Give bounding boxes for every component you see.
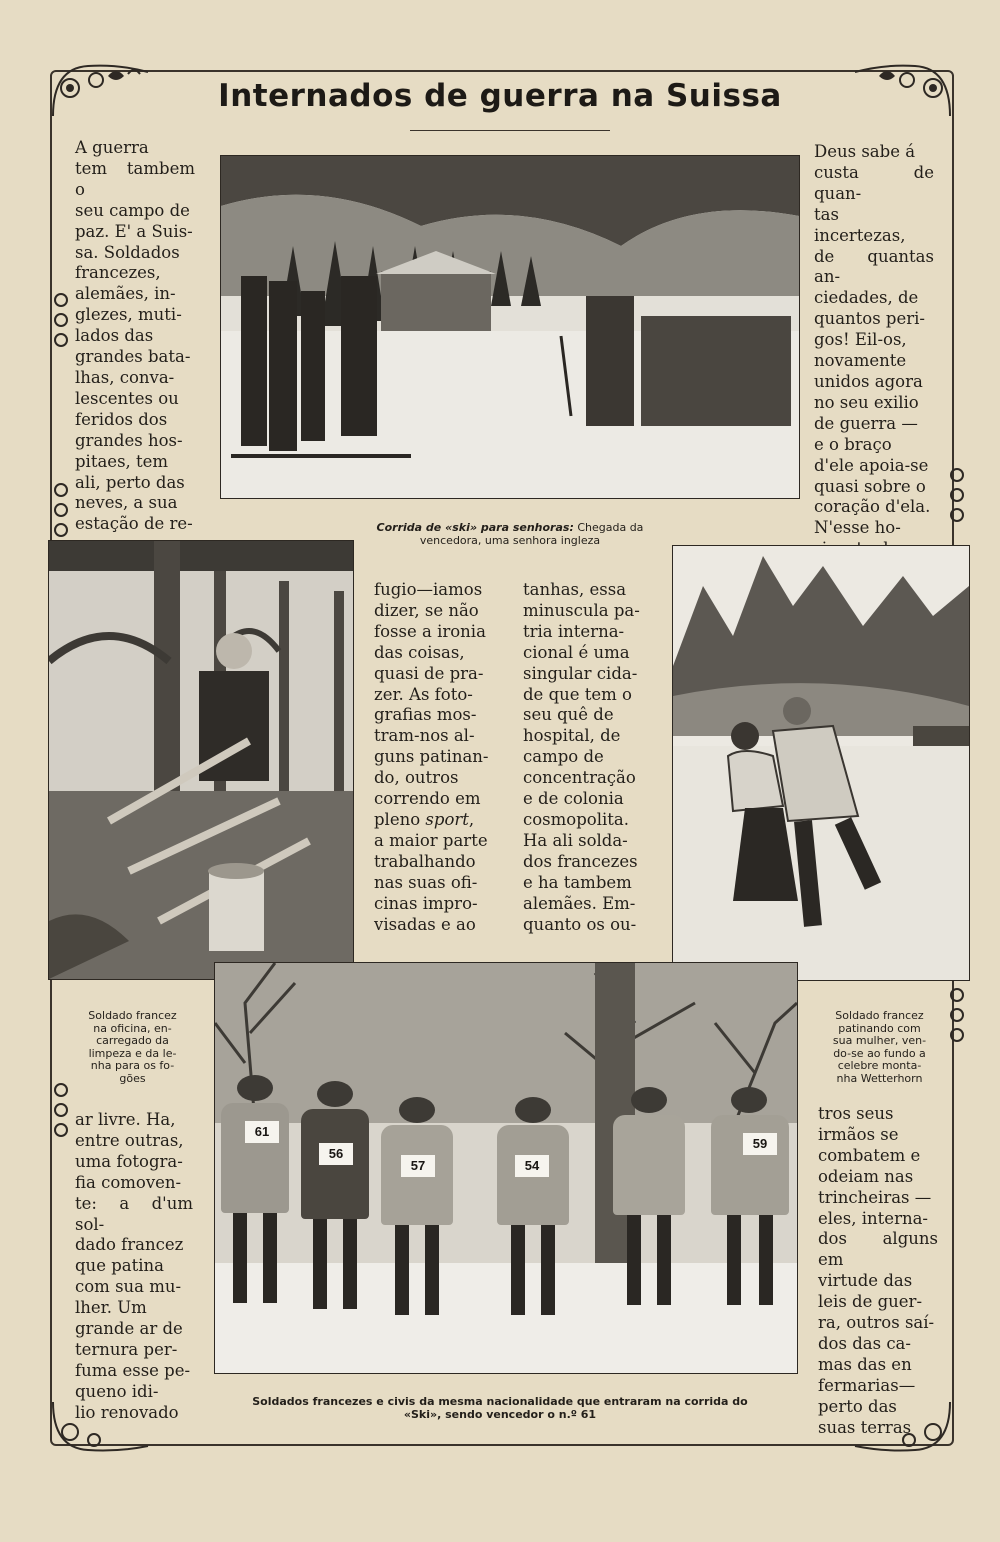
rosette-ornament-icon xyxy=(52,290,70,350)
ski-race-photo xyxy=(220,155,800,499)
bib-59 xyxy=(711,1087,791,1297)
rosette-ornament-icon xyxy=(948,985,966,1045)
bib-number: 56 xyxy=(319,1143,353,1165)
bottom-left-column: ar livre. Ha, entre outras, uma fotogra- fia comoven- te: a d'um sol- dado francez que patina com sua mu- lher. Um grande ar de ternura per- fuma esse pe- queno idi- lio renovado xyxy=(75,1110,193,1422)
bib-number: 54 xyxy=(515,1155,549,1177)
bottom-right-column: tros seus irmãos se combatem e odeiam nas trincheiras — eles, interna- dos alguns em virtude das leis de guer- ra, outros saí- dos das ca- mas das en fermarias— perto das suas terras xyxy=(818,1104,938,1437)
rosette-ornament-icon xyxy=(948,465,966,525)
bib-56 xyxy=(301,1081,371,1291)
bib-54 xyxy=(497,1097,571,1307)
skating-caption: Soldado francez patinando com sua mulher, ven- do-se ao fundo a celebre monta- nha Wetterhorn xyxy=(832,1009,927,1085)
ski-race-caption-text: Chegada da vencedora, uma senhora ingleza xyxy=(419,521,644,547)
bib-number: 57 xyxy=(401,1155,435,1177)
skier-soldier xyxy=(613,1087,687,1297)
article-title: Internados de guerra na Suissa xyxy=(218,78,782,114)
title-rule xyxy=(410,130,610,131)
middle-left-text-end: , a maior parte trabalhando nas suas ofi- cinas impro- visadas e ao xyxy=(374,809,488,934)
soldiers-caption: Soldados francezes e civis da mesma nacionalidade que entraram na corrida do «Ski», sendo vencedor o n.º 61 xyxy=(252,1395,748,1421)
middle-left-column xyxy=(374,580,492,935)
floral-ornament-icon xyxy=(845,58,955,118)
middle-left-text: fugio—iamos dizer, se não fosse a ironia das coisas, quasi de pra- zer. As foto- grafias mos- tram-nos al- guns patinan- do, outros correndo em pleno xyxy=(374,580,489,829)
bib-number: 61 xyxy=(245,1121,279,1143)
soldiers-photo xyxy=(214,962,798,1374)
bib-61 xyxy=(221,1075,291,1285)
rosette-ornament-icon xyxy=(52,1080,70,1140)
workshop-photo xyxy=(48,540,354,980)
bib-57 xyxy=(381,1097,455,1307)
middle-left-italic-word: sport xyxy=(425,809,469,829)
skating-photo xyxy=(672,545,970,981)
intro-right-column: Deus sabe á custa de quan- tas incertezas, de quantas an- ciedades, de quantos peri- gos! Eil-os, novamente unidos agora no seu exilio de guerra — e o braço d'ele apoia-se quasi sobre o coração d'ela. N'esse ho- xyxy=(814,142,934,538)
ski-race-caption xyxy=(360,522,660,547)
middle-right-column: tanhas, essa minuscula pa- tria interna- cional é uma singular cida- de que tem o seu quê de hospital, de campo de concentração e de colonia cosmopolita. Ha ali solda- dos francezes e ha tambem alemães. Em- quanto os ou- xyxy=(523,580,640,934)
workshop-caption: Soldado francez na oficina, en- carregado da limpeza e da le- nha para os fo- gões xyxy=(88,1009,177,1085)
intro-left-column: A guerra tem tambem o seu campo de paz. E' a Suis- sa. Soldados francezes, alemães, in- glezes, muti- lados das grandes bata- lhas, conva- lescentes ou feridos dos grandes hos- pitaes, tem ali, perto das neves, a sua estação de re- xyxy=(75,138,195,534)
floral-ornament-icon xyxy=(48,58,158,118)
rosette-ornament-icon xyxy=(52,480,70,540)
ski-race-caption-bold: Corrida de «ski» para senhoras: xyxy=(376,521,574,534)
bib-number: 59 xyxy=(743,1133,777,1155)
